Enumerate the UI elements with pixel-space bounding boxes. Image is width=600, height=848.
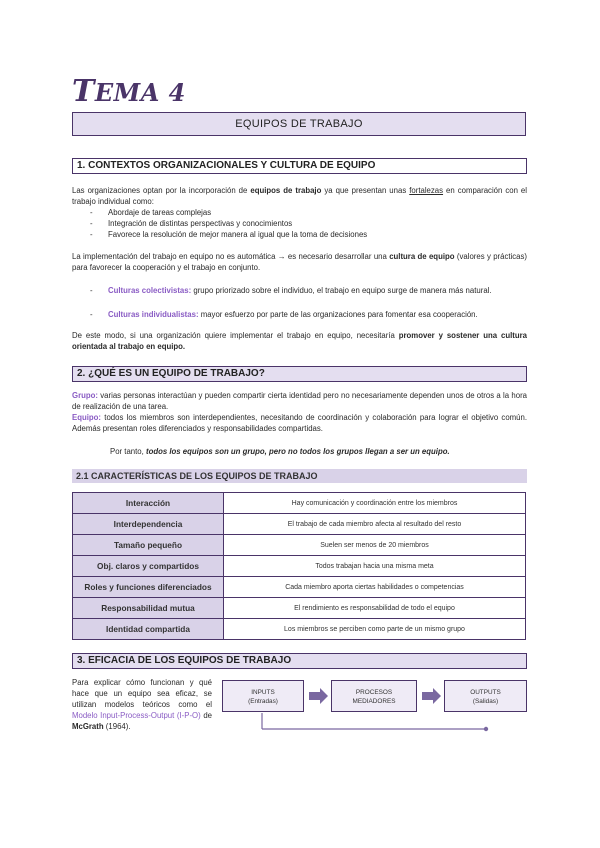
page-title: EQUIPOS DE TRABAJO [72,112,526,136]
section-1-culture: La implementación del trabajo en equipo no es automática → es necesario desarrollar una cultura de equipo (valores y prácticas) para favorecer la cooperación y el trabajo en conjunto. [72,252,527,272]
table-cell-value: El rendimiento es responsabilidad de todo el equipo [224,598,526,619]
section-2-1-heading: 2.1 CARACTERÍSTICAS DE LOS EQUIPOS DE TRABAJO [72,469,527,483]
table-cell-key: Interacción [73,493,224,514]
table-cell-value: Cada miembro aporta ciertas habilidades o competencias [224,577,526,598]
group-definition: Grupo: varias personas interactúan y pueden compartir cierta identidad pero no necesariamente dependen unos de otros a la hora de realización de una tarea. [72,391,527,411]
section-3-heading: 3. EFICACIA DE LOS EQUIPOS DE TRABAJO [72,653,527,669]
table-cell-key: Identidad compartida [73,619,224,640]
team-definition: Equipo: todos los miembros son interdependientes, necesitando de coordinación y colaboración para lograr el objetivo común. Además presentan roles diferenciados y responsabilidades compartidas. [72,413,527,433]
arrow-right-icon [422,688,441,704]
table-cell-value: Todos trabajan hacia una misma meta [224,556,526,577]
process-box: PROCESOS MEDIADORES [331,680,417,712]
feedback-dot [484,727,488,731]
outputs-box: OUTPUTS (Salidas) [444,680,527,712]
table-cell-value: El trabajo de cada miembro afecta al resultado del resto [224,514,526,535]
topic-heading: TEMA 4 [72,74,186,109]
table-cell-key: Interdependencia [73,514,224,535]
section-1-conclusion: De este modo, si una organización quiere implementar el trabajo en equipo, necesitaría promover y sostener una cultura orientada al trabajo en equipo. [72,331,527,351]
bullet-individualist: - Culturas individualistas: mayor esfuerzo por parte de las organizaciones para fomentar esa cooperación. [90,310,478,319]
inputs-box: INPUTS (Entradas) [222,680,304,712]
table-cell-key: Obj. claros y compartidos [73,556,224,577]
group-team-conclusion: Por tanto, todos los equipos son un grupo, pero no todos los grupos llegan a ser un equipo. [110,447,450,456]
list-item: - Integración de distintas perspectivas y conocimientos [90,219,293,228]
table-cell-value: Los miembros se perciben como parte de un mismo grupo [224,619,526,640]
list-item: - Favorece la resolución de mejor manera al igual que la toma de decisiones [90,230,368,239]
section-1-heading: 1. CONTEXTOS ORGANIZACIONALES Y CULTURA DE EQUIPO [72,158,527,174]
section-2-heading: 2. ¿QUÉ ES UN EQUIPO DE TRABAJO? [72,366,527,382]
table-cell-value: Hay comunicación y coordinación entre los miembros [224,493,526,514]
table-cell-key: Tamaño pequeño [73,535,224,556]
table-cell-key: Roles y funciones diferenciados [73,577,224,598]
bullet-collectivist: - Culturas colectivistas: grupo priorizado sobre el individuo, el trabajo en equipo surge de manera más natural. [90,286,492,295]
table-cell-key: Responsabilidad mutua [73,598,224,619]
ipo-model-text: Para explicar cómo funcionan y qué hace que un equipo sea eficaz, se utilizan modelos teóricos como el Modelo Input-Process-Output (I-P-O) de McGrath (1964). [72,678,213,731]
arrow-right-icon [309,688,328,704]
table-cell-value: Suelen ser menos de 20 miembros [224,535,526,556]
list-item: - Abordaje de tareas complejas [90,208,212,217]
section-1-intro: Las organizaciones optan por la incorporación de equipos de trabajo ya que presentan unas fortalezas en comparación con el trabajo individual como: [72,186,527,206]
